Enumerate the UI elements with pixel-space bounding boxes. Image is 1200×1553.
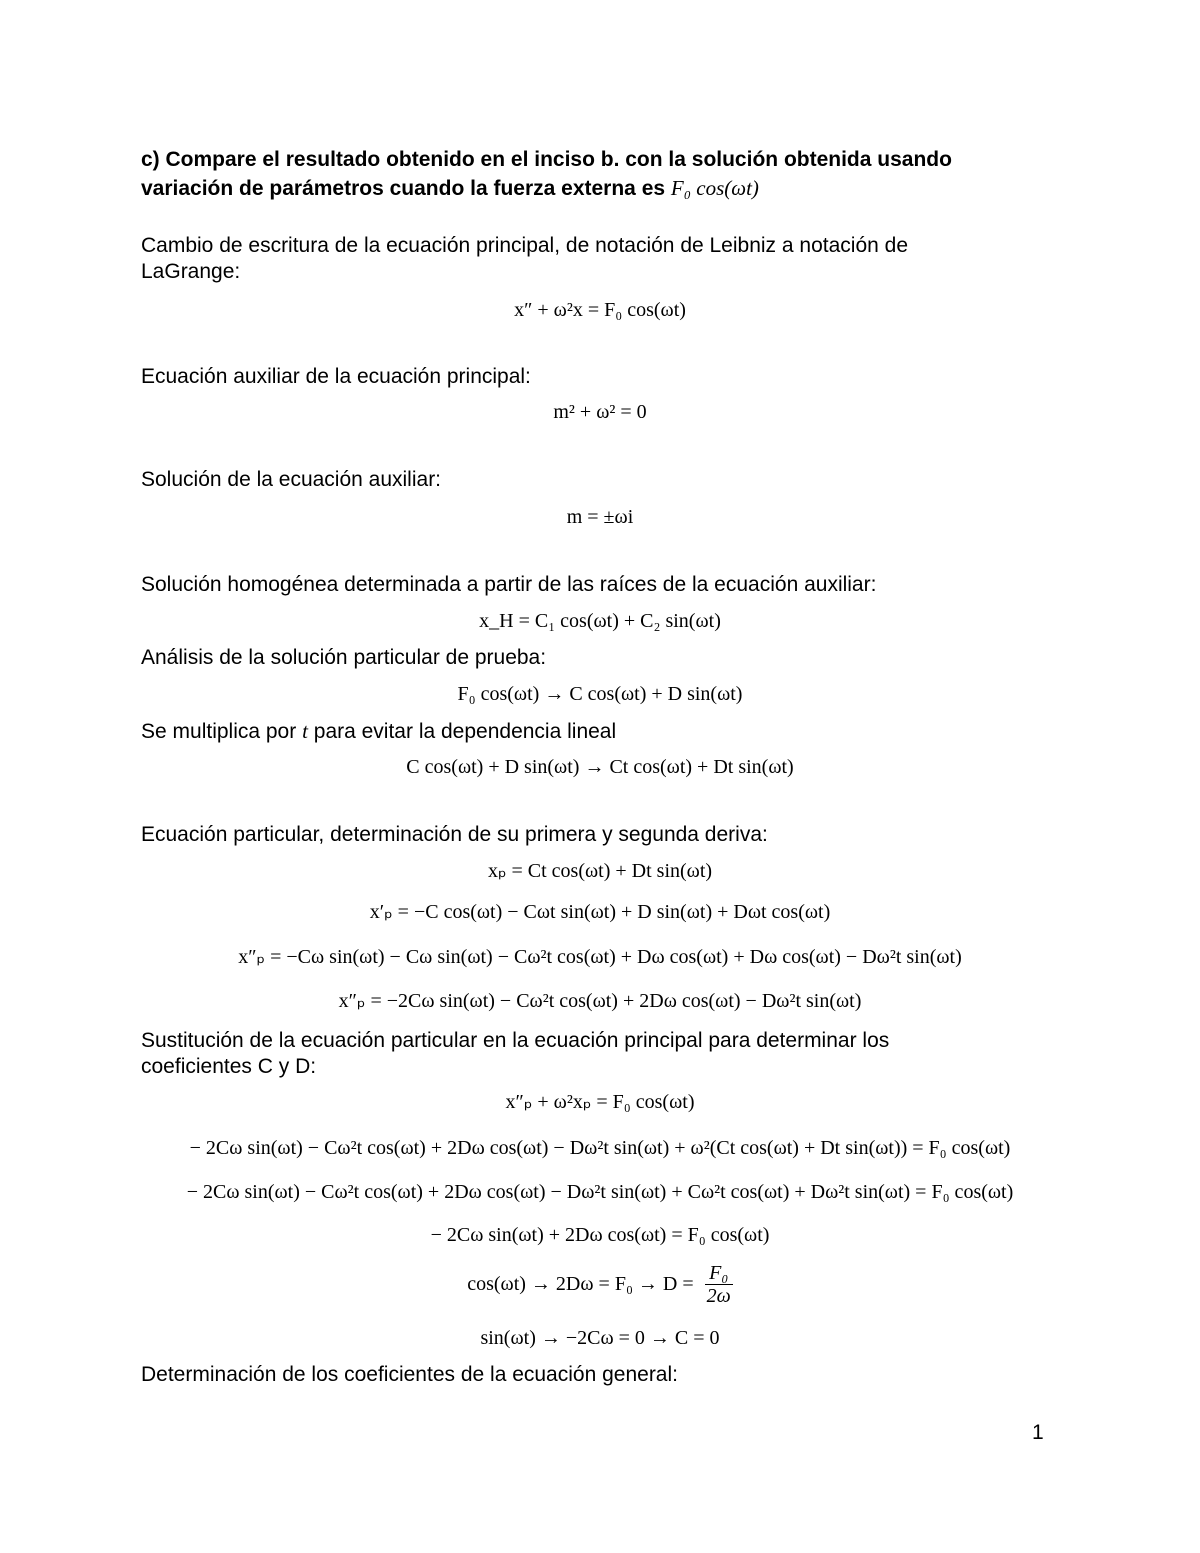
sustitucion-text-1: Sustitución de la ecuación particular en la ecuación principal para determinar los xyxy=(141,1029,890,1052)
multiplica-label xyxy=(141,718,616,745)
equation-main: x″ + ω²x = F₀ cos(ωt) xyxy=(514,299,686,321)
equation-sub-3: − 2Cω sin(ωt) − Cω²t cos(ωt) + 2Dω cos(ωt) − Dω²t sin(ωt) + Cω²t cos(ωt) + Dω²t sin(ωt) = F₀ cos(ωt) xyxy=(186,1181,1014,1203)
equation-prueba: F₀ cos(ωt) → C cos(ωt) + D sin(ωt) xyxy=(457,683,743,705)
equation-xp: xₚ = Ct cos(ωt) + Dt sin(ωt) xyxy=(487,860,713,882)
equation-homog: x_H = C₁ cos(ωt) + C₂ sin(ωt) xyxy=(479,610,721,632)
equation-sol-aux: m = ±ωi xyxy=(566,506,634,528)
determinacion-label: Determinación de los coeficientes de la ecuación general: xyxy=(141,1363,678,1386)
equation-sub-2: − 2Cω sin(ωt) − Cω²t cos(ωt) + 2Dω cos(ωt) − Dω²t sin(ωt) + ω²(Ct cos(ωt) + Dt sin(ωt)) = F₀ cos(ωt) xyxy=(189,1137,1011,1159)
particular-label: Ecuación particular, determinación de su primera y segunda deriva: xyxy=(141,823,768,846)
multiplica-pre: Se multiplica por xyxy=(141,720,297,743)
fraction-d xyxy=(705,1262,733,1307)
homog-label: Solución homogénea determinada a partir de las raíces de la ecuación auxiliar: xyxy=(141,573,877,596)
sol-aux-label: Solución de la ecuación auxiliar: xyxy=(141,468,442,491)
heading-line-2 xyxy=(141,174,1101,203)
fraction-d-numerator: F₀ xyxy=(705,1262,733,1285)
heading-line-2-text: variación de parámetros cuando la fuerza externa es xyxy=(141,177,666,200)
heading-math: F₀ cos(ωt) xyxy=(670,176,759,200)
equation-cos-lhs: cos(ωt) → 2Dω = F₀ → D = xyxy=(467,1273,694,1295)
equation-sub-1: x″ₚ + ω²xₚ = F₀ cos(ωt) xyxy=(505,1091,695,1113)
equation-sub-4: − 2Cω sin(ωt) + 2Dω cos(ωt) = F₀ cos(ωt) xyxy=(430,1224,770,1246)
equation-xp-double-prime-a: x″ₚ = −Cω sin(ωt) − Cω sin(ωt) − Cω²t cos(ωt) + Dω cos(ωt) + Dω cos(ωt) − Dω²t sin(ωt) xyxy=(238,946,962,968)
page-number: 1 xyxy=(1032,1421,1044,1444)
cambio-text-1: Cambio de escritura de la ecuación principal, de notación de Leibniz a notación de xyxy=(141,234,908,257)
equation-multiplica: C cos(ωt) + D sin(ωt) → Ct cos(ωt) + Dt sin(ωt) xyxy=(406,756,794,778)
section-heading xyxy=(141,146,1101,203)
analisis-label: Análisis de la solución particular de prueba: xyxy=(141,646,547,669)
equation-cos xyxy=(0,1262,1200,1307)
heading-line-1: c) Compare el resultado obtenido en el inciso b. con la solución obtenida usando xyxy=(141,148,952,171)
equation-sin: sin(ωt) → −2Cω = 0 → C = 0 xyxy=(480,1327,720,1349)
equation-aux: m² + ω² = 0 xyxy=(553,401,647,423)
multiplica-post: para evitar la dependencia lineal xyxy=(313,720,617,743)
sustitucion-text-2: coeficientes C y D: xyxy=(141,1055,317,1078)
equation-xp-double-prime-b: x″ₚ = −2Cω sin(ωt) − Cω²t cos(ωt) + 2Dω cos(ωt) − Dω²t sin(ωt) xyxy=(338,990,862,1012)
equation-xp-prime: x′ₚ = −C cos(ωt) − Cωt sin(ωt) + D sin(ωt) + Dωt cos(ωt) xyxy=(369,901,831,923)
aux-label: Ecuación auxiliar de la ecuación principal: xyxy=(141,365,531,388)
cambio-text-2: LaGrange: xyxy=(141,260,241,283)
multiplica-var: t xyxy=(302,719,308,743)
fraction-d-denominator: 2ω xyxy=(706,1285,731,1307)
